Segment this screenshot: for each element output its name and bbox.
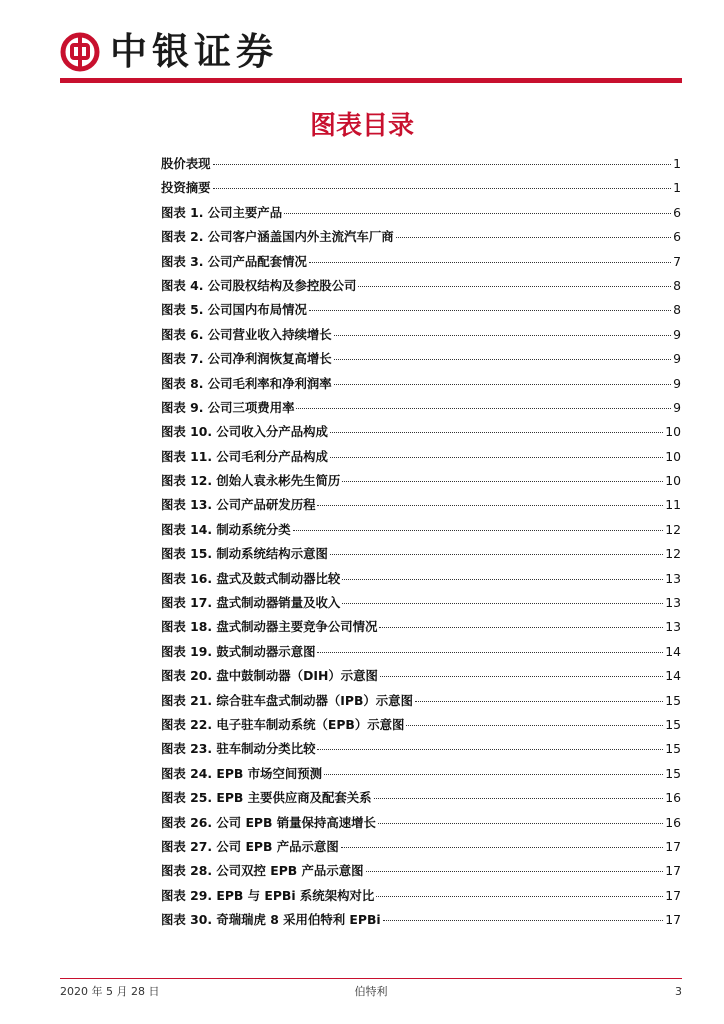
toc-entry-label: 图表 15. 制动系统结构示意图 <box>161 546 328 562</box>
toc-entry-label: 图表 13. 公司产品研发历程 <box>161 497 316 513</box>
toc-entry-label: 图表 4. 公司股权结构及参控股公司 <box>161 277 357 293</box>
toc-entry-label: 图表 6. 公司营业收入持续增长 <box>161 326 332 342</box>
toc-dot-leader <box>213 188 672 189</box>
toc-entry-page: 15 <box>665 692 681 708</box>
toc-entry-page: 8 <box>673 277 681 293</box>
toc-entry[interactable] <box>161 811 681 835</box>
toc-entry-page: 8 <box>673 302 681 318</box>
toc-entry-label: 图表 25. EPB 主要供应商及配套关系 <box>161 790 372 806</box>
toc-entry-label: 图表 17. 盘式制动器销量及收入 <box>161 595 341 611</box>
toc-entry-page: 17 <box>665 912 681 928</box>
toc-entry[interactable] <box>161 323 681 347</box>
toc-entry[interactable] <box>161 201 681 225</box>
toc-dot-leader <box>324 774 663 775</box>
toc-entry-page: 16 <box>665 814 681 830</box>
toc-entry-label: 图表 29. EPB 与 EPBi 系统架构对比 <box>161 887 375 903</box>
toc-entry-page: 17 <box>665 838 681 854</box>
toc-entry[interactable] <box>161 689 681 713</box>
toc-entry-page: 12 <box>665 521 681 537</box>
toc-dot-leader <box>284 213 671 214</box>
toc-entry[interactable] <box>161 713 681 737</box>
toc-dot-leader <box>213 164 672 165</box>
toc-entry-label: 图表 7. 公司净利润恢复高增长 <box>161 351 332 367</box>
toc-entry[interactable] <box>161 152 681 176</box>
toc-entry-label: 图表 24. EPB 市场空间预测 <box>161 765 323 781</box>
toc-entry[interactable] <box>161 786 681 810</box>
toc-dot-leader <box>334 384 671 385</box>
toc-entry-label: 图表 3. 公司产品配套情况 <box>161 253 307 269</box>
toc-dot-leader <box>358 286 671 287</box>
toc-dot-leader <box>334 359 671 360</box>
toc-entry[interactable] <box>161 347 681 371</box>
toc-entry[interactable] <box>161 518 681 542</box>
toc-entry-page: 13 <box>665 595 681 611</box>
toc-entry-page: 9 <box>673 399 681 415</box>
toc-entry-label: 投资摘要 <box>161 180 211 196</box>
toc-dot-leader <box>342 579 663 580</box>
toc-dot-leader <box>341 847 664 848</box>
toc-entry[interactable] <box>161 372 681 396</box>
toc-dot-leader <box>378 823 663 824</box>
toc-entry[interactable] <box>161 664 681 688</box>
page-footer <box>60 983 682 1001</box>
toc-title: 图表目录 <box>309 111 414 141</box>
toc-entry-label: 图表 2. 公司客户涵盖国内外主流汽车厂商 <box>161 229 394 245</box>
toc-dot-leader <box>376 896 663 897</box>
toc-entry-page: 9 <box>673 375 681 391</box>
toc-dot-leader <box>309 262 671 263</box>
toc-dot-leader <box>330 457 663 458</box>
toc-dot-leader <box>383 920 664 921</box>
toc-entry-page: 11 <box>665 497 681 513</box>
toc-dot-leader <box>342 481 663 482</box>
toc-entry[interactable] <box>161 250 681 274</box>
bank-of-china-logo-icon <box>60 32 100 72</box>
toc-entry-page: 15 <box>665 741 681 757</box>
toc-entry[interactable] <box>161 762 681 786</box>
toc-entry-label: 图表 28. 公司双控 EPB 产品示意图 <box>161 863 364 879</box>
toc-entry[interactable] <box>161 542 681 566</box>
page-header <box>0 0 724 90</box>
toc-list <box>161 152 681 933</box>
toc-dot-leader <box>317 652 663 653</box>
toc-dot-leader <box>334 335 671 336</box>
toc-dot-leader <box>330 432 663 433</box>
brand-name: 中银证券 <box>110 29 278 73</box>
toc-dot-leader <box>296 408 671 409</box>
toc-entry[interactable] <box>161 615 681 639</box>
toc-entry[interactable] <box>161 835 681 859</box>
toc-entry[interactable] <box>161 274 681 298</box>
toc-entry-label: 图表 1. 公司主要产品 <box>161 204 283 220</box>
toc-entry-label: 图表 21. 综合驻车盘式制动器（IPB）示意图 <box>161 692 413 708</box>
header-divider <box>60 78 682 83</box>
footer-divider <box>60 978 682 979</box>
toc-entry-label: 图表 12. 创始人袁永彬先生简历 <box>161 473 341 489</box>
toc-entry-label: 图表 10. 公司收入分产品构成 <box>161 424 328 440</box>
toc-entry-label: 图表 8. 公司毛利率和净利润率 <box>161 375 332 391</box>
toc-entry-label: 图表 26. 公司 EPB 销量保持高速增长 <box>161 814 376 830</box>
toc-entry-label: 图表 20. 盘中鼓制动器（DIH）示意图 <box>161 668 378 684</box>
toc-entry[interactable] <box>161 396 681 420</box>
footer-page-number: 3 <box>675 985 682 998</box>
toc-entry[interactable] <box>161 859 681 883</box>
toc-entry[interactable] <box>161 420 681 444</box>
toc-entry-page: 17 <box>665 863 681 879</box>
toc-entry-page: 1 <box>673 180 681 196</box>
toc-entry-page: 15 <box>665 716 681 732</box>
toc-entry-page: 14 <box>665 643 681 659</box>
toc-dot-leader <box>330 554 663 555</box>
toc-entry-label: 图表 30. 奇瑞瑞虎 8 采用伯特利 EPBi <box>161 912 381 928</box>
toc-entry-label: 图表 19. 鼓式制动器示意图 <box>161 643 316 659</box>
toc-entry-label: 图表 9. 公司三项费用率 <box>161 399 295 415</box>
toc-entry-label: 图表 14. 制动系统分类 <box>161 521 291 537</box>
toc-entry[interactable] <box>161 737 681 761</box>
toc-entry[interactable] <box>161 445 681 469</box>
toc-dot-leader <box>379 627 663 628</box>
toc-entry-page: 6 <box>673 229 681 245</box>
toc-entry[interactable] <box>161 591 681 615</box>
toc-entry[interactable] <box>161 567 681 591</box>
toc-entry-page: 14 <box>665 668 681 684</box>
toc-entry[interactable] <box>161 225 681 249</box>
toc-entry-label: 图表 16. 盘式及鼓式制动器比较 <box>161 570 341 586</box>
toc-entry[interactable] <box>161 298 681 322</box>
toc-dot-leader <box>317 505 663 506</box>
toc-entry-label: 图表 27. 公司 EPB 产品示意图 <box>161 838 339 854</box>
toc-entry-label: 图表 22. 电子驻车制动系统（EPB）示意图 <box>161 716 405 732</box>
toc-entry-page: 10 <box>665 424 681 440</box>
toc-entry-page: 9 <box>673 326 681 342</box>
toc-entry-page: 6 <box>673 204 681 220</box>
toc-entry[interactable] <box>161 640 681 664</box>
toc-entry[interactable] <box>161 176 681 200</box>
toc-entry-label: 图表 18. 盘式制动器主要竞争公司情况 <box>161 619 378 635</box>
toc-entry-page: 13 <box>665 619 681 635</box>
toc-entry-label: 图表 11. 公司毛利分产品构成 <box>161 448 328 464</box>
toc-dot-leader <box>342 603 663 604</box>
toc-entry-page: 9 <box>673 351 681 367</box>
toc-entry-page: 10 <box>665 448 681 464</box>
toc-entry[interactable] <box>161 884 681 908</box>
footer-date: 2020 年 5 月 28 日 <box>60 985 160 998</box>
toc-entry-page: 12 <box>665 546 681 562</box>
toc-entry[interactable] <box>161 908 681 932</box>
toc-entry-label: 图表 23. 驻车制动分类比较 <box>161 741 316 757</box>
toc-dot-leader <box>293 530 664 531</box>
toc-entry-page: 13 <box>665 570 681 586</box>
toc-entry[interactable] <box>161 469 681 493</box>
toc-dot-leader <box>366 871 664 872</box>
footer-company: 伯特利 <box>354 985 388 998</box>
toc-dot-leader <box>317 749 663 750</box>
toc-entry-label: 股价表现 <box>161 156 211 171</box>
toc-entry[interactable] <box>161 493 681 517</box>
toc-dot-leader <box>374 798 664 799</box>
toc-entry-page: 16 <box>665 790 681 806</box>
toc-entry-page: 10 <box>665 473 681 489</box>
toc-entry-page: 1 <box>673 156 681 171</box>
toc-dot-leader <box>380 676 663 677</box>
toc-dot-leader <box>415 701 663 702</box>
toc-entry-page: 7 <box>673 253 681 269</box>
toc-dot-leader <box>406 725 663 726</box>
toc-entry-label: 图表 5. 公司国内布局情况 <box>161 302 307 318</box>
toc-entry-page: 15 <box>665 765 681 781</box>
toc-dot-leader <box>396 237 672 238</box>
toc-entry-page: 17 <box>665 887 681 903</box>
toc-dot-leader <box>309 310 671 311</box>
